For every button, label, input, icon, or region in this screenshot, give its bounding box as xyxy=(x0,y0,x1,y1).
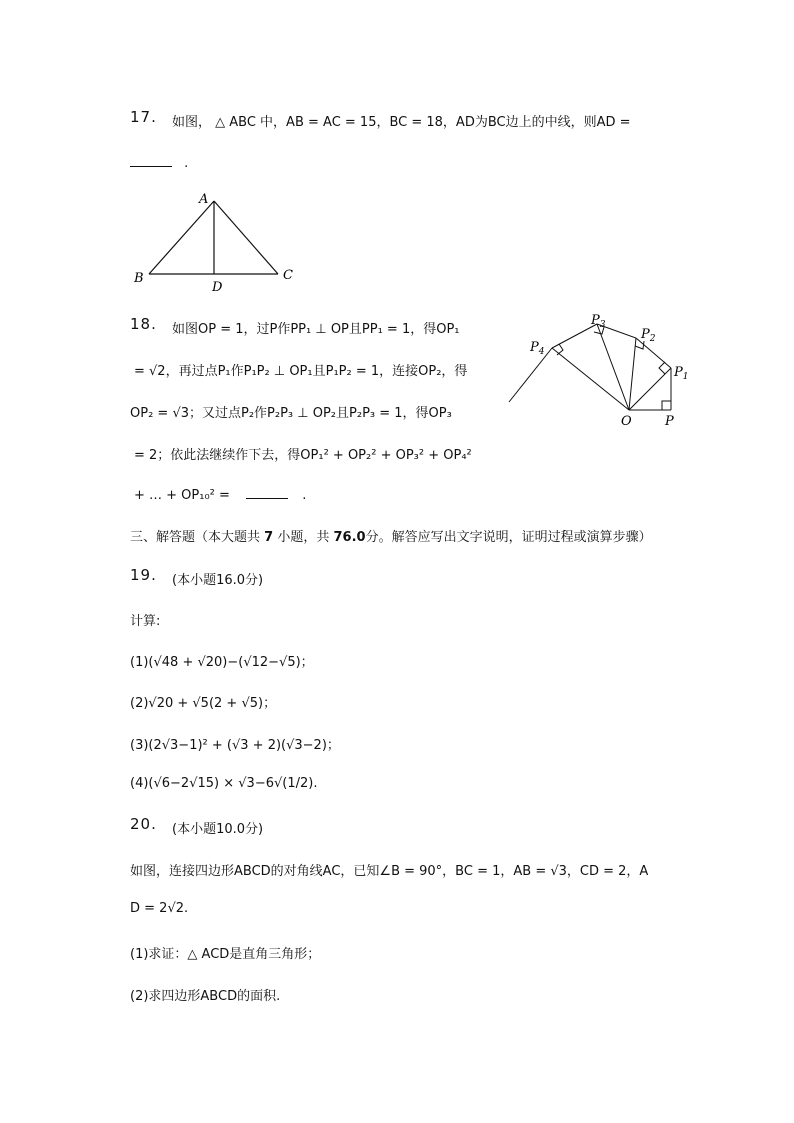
q18-line-2: = √2，再过点P₁作P₁P₂ ⊥ OP₁且P₁P₂ = 1，连接OP₂，得 xyxy=(134,364,468,379)
right-angle-mark-p xyxy=(662,401,671,410)
section-3-post: 分。解答应写出文字说明，证明过程或演算步骤） xyxy=(365,530,652,545)
segment-p4-extension xyxy=(509,348,552,402)
label-d: D xyxy=(212,280,223,295)
section-3-mid: 小题，共 xyxy=(277,530,330,545)
label-o: O xyxy=(621,414,632,429)
q18-line-5 xyxy=(134,486,306,503)
q18-line-4: = 2；依此法继续作下去，得OP₁² + OP₂² + OP₃² + OP₄² xyxy=(134,448,472,463)
section-3-score: 76.0 xyxy=(333,530,366,545)
q19-expr-1: (1)(√48 + √20)−(√12−√5)； xyxy=(130,655,314,670)
q17-triangle-figure xyxy=(128,188,308,298)
q20-number: 20. xyxy=(130,815,157,833)
q19-expr-3: (3)(2√3−1)² + (√3 + 2)(√3−2)； xyxy=(130,738,340,753)
side-ac xyxy=(214,201,278,274)
q18-line-1: 如图OP = 1，过P作PP₁ ⊥ OP且PP₁ = 1，得OP₁ xyxy=(172,322,460,337)
q20-score: (本小题10.0分) xyxy=(172,822,264,837)
q17-text: 如图， △ ABC 中，AB = AC = 15，BC = 18，AD为BC边上的中线，则AD = xyxy=(172,115,631,130)
q17-answer-line xyxy=(130,154,188,171)
q19-expr-4: (4)(√6−2√15) × √3−6√(1/2). xyxy=(130,776,318,791)
q18-number: 18. xyxy=(130,315,157,333)
side-ab xyxy=(149,201,214,274)
label-a: A xyxy=(199,192,209,207)
q20-part-2: (2)求四边形ABCD的面积. xyxy=(130,989,281,1004)
q20-line-1: 如图，连接四边形ABCD的对角线AC，已知∠B = 90°，BC = 1，AB = √3，CD = 2，A xyxy=(130,864,649,879)
q17-blank xyxy=(130,154,172,167)
section-3-pre: 三、解答题（本大题共 xyxy=(130,530,261,545)
q19-instruction: 计算: xyxy=(130,614,161,629)
q19-score: (本小题16.0分) xyxy=(172,573,264,588)
q18-spiral-figure xyxy=(505,310,705,430)
label-b: B xyxy=(134,271,144,286)
q20-line-2: D = 2√2. xyxy=(130,901,189,916)
label-p: P xyxy=(665,414,674,429)
section-3-count: 7 xyxy=(264,530,274,545)
right-angle-mark-p1 xyxy=(659,362,665,374)
q18-line-3: OP₂ = √3；又过点P₂作P₂P₃ ⊥ OP₂且P₂P₃ = 1，得OP₃ xyxy=(130,406,452,421)
q17-number: 17. xyxy=(130,108,157,126)
q20-part-1: (1)求证：△ ACD是直角三角形； xyxy=(130,947,321,962)
q18-sum-tail: + … + OP₁₀² = xyxy=(134,488,230,503)
q19-expr-2: (2)√20 + √5(2 + √5)； xyxy=(130,696,277,711)
segment-op2 xyxy=(629,338,636,410)
q18-end: . xyxy=(302,488,307,503)
label-c: C xyxy=(283,268,293,283)
q18-blank xyxy=(246,486,288,499)
label-p4: $P_4$ xyxy=(530,340,545,357)
label-p3: $P_3$ xyxy=(591,313,606,330)
q19-number: 19. xyxy=(130,566,157,584)
section-3-heading xyxy=(130,526,652,545)
label-p2: $P_2$ xyxy=(641,327,656,344)
label-p1: $P_1$ xyxy=(674,365,689,382)
right-angle-mark-p2 xyxy=(635,341,644,349)
q17-end: . xyxy=(184,156,189,171)
